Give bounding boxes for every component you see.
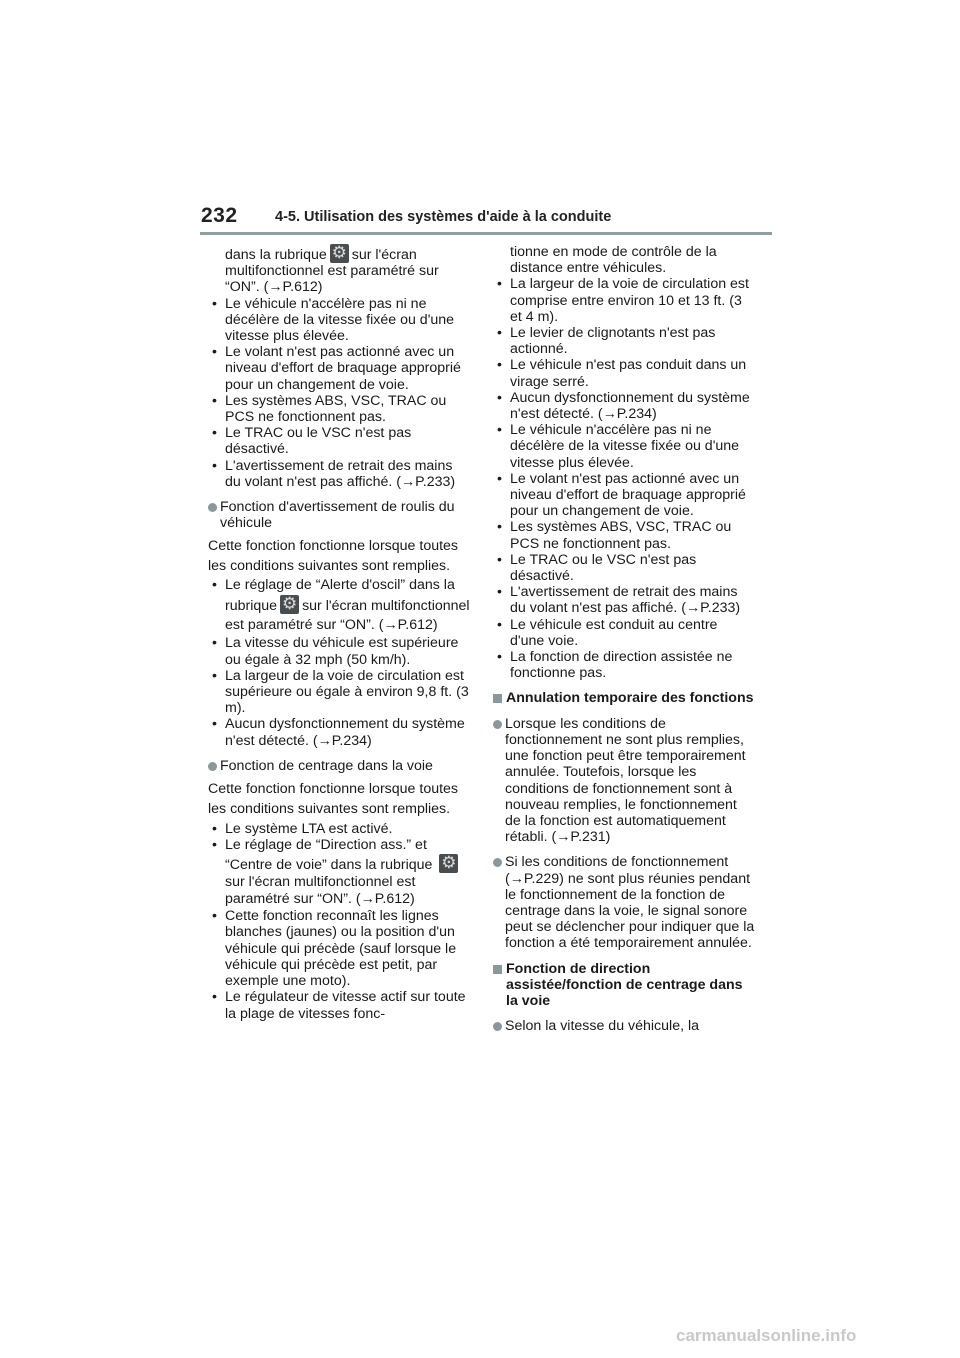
list-item: • Le levier de clignotants n'est pas actionné.: [493, 325, 755, 357]
list-item: • La fonction de direction assistée ne fonctionne pas.: [493, 649, 755, 681]
header-rule: [200, 232, 772, 235]
settings-gear-icon: [280, 595, 299, 614]
list-item: • La largeur de la voie de circulation est supérieure ou égale à environ 9,8 ft. (3 m).: [208, 668, 470, 717]
paragraph: Cette fonction fonctionne lorsque toutes les conditions suivantes sont remplies.: [208, 538, 459, 574]
list-item: • Aucun dysfonctionnement du système n'est détecté. (→P.234): [208, 716, 470, 748]
continued-text: dans la rubrique⚙ sur l'écran multifonctionnel est paramétré sur “ON”. (→P.612): [208, 244, 470, 296]
subheading-centrage: Fonction de centrage dans la voie: [208, 758, 470, 774]
list-item: • Aucun dysfonctionnement du système n'est détecté. (→P.234): [493, 390, 755, 422]
list-item: • Les systèmes ABS, VSC, TRAC ou PCS ne fonctionnent pas.: [208, 393, 470, 425]
note-item: Si les conditions de fonctionnement (→P.229) ne sont plus réunies pendant le fonctionnement de la fonction de centrage dans la voie, le signal sonore peut se déclencher pour indiquer que la fonction a été temporairement annulée.: [493, 854, 755, 951]
list-item: • Le TRAC ou le VSC n'est pas désactivé.: [493, 552, 755, 584]
list-item: • Le véhicule n'accélère pas ni ne décélère de la vitesse fixée ou d'une vitesse plus élevée.: [208, 296, 470, 345]
paragraph: Cette fonction fonctionne lorsque toutes les conditions suivantes sont remplies.: [208, 781, 459, 817]
list-item: • Le véhicule n'est pas conduit dans un virage serré.: [493, 357, 755, 389]
list-item: • La largeur de la voie de circulation est comprise entre environ 10 et 13 ft. (3 et 4 m).: [493, 276, 755, 325]
section-heading-annulation: Annulation temporaire des fonctions: [493, 690, 755, 706]
list-item: • Le véhicule n'accélère pas ni ne décélère de la vitesse fixée ou d'une vitesse plus élevée.: [493, 422, 755, 471]
list-item: • Le TRAC ou le VSC n'est pas désactivé.: [208, 425, 470, 457]
list-item: • Le réglage de “Alerte d'oscil” dans la rubrique⚙ sur l'écran multifonctionnel est paramétré sur “ON”. (→P.612): [208, 576, 470, 635]
right-column: [493, 244, 755, 1034]
list-item: • L'avertissement de retrait des mains du volant n'est pas affiché. (→P.233): [208, 458, 470, 490]
section-title: 4-5. Utilisation des systèmes d'aide à la conduite: [275, 209, 612, 225]
page-header: [0, 0, 960, 240]
section-heading-direction: Fonction de direction assistée/fonction de centrage dans la voie: [493, 961, 755, 1010]
note-item: Lorsque les conditions de fonctionnement ne sont plus remplies, une fonction peut être temporairement annulée. Toutefois, lorsque les conditions de fonctionnement sont à nouveau remplies, le fonctionnement de la fonction est automatiquement rétabli. (→P.231): [493, 716, 755, 846]
list-item: • Le volant n'est pas actionné avec un niveau d'effort de braquage approprié pour un changement de voie.: [493, 471, 755, 520]
subheading-roulis: Fonction d'avertissement de roulis du véhicule: [208, 499, 470, 531]
list-item: • Les systèmes ABS, VSC, TRAC ou PCS ne fonctionnent pas.: [493, 519, 755, 551]
note-item: Selon la vitesse du véhicule, la: [493, 1018, 755, 1034]
list-item: • La vitesse du véhicule est supérieure ou égale à 32 mph (50 km/h).: [208, 635, 470, 667]
continued-text: tionne en mode de contrôle de la distance entre véhicules.: [510, 244, 717, 277]
list-item: • Le volant n'est pas actionné avec un niveau d'effort de braquage approprié pour un changement de voie.: [208, 344, 470, 393]
settings-gear-icon: [439, 854, 458, 873]
settings-gear-icon: [330, 244, 349, 263]
watermark: carmanualsonline.info: [676, 1326, 857, 1345]
list-item: • Le régulateur de vitesse actif sur toute la plage de vitesses fonc-: [208, 989, 470, 1021]
left-column: [208, 244, 470, 1022]
list-item: • Le réglage de “Direction ass.” et “Centre de voie” dans la rubrique ⚙sur l'écran multifonctionnel est paramétré sur “ON”. (→P.612): [208, 837, 470, 908]
list-item: • Cette fonction reconnaît les lignes blanches (jaunes) ou la position d'un véhicule qui précède (sauf lorsque le véhicule qui précède est petit, par exemple une moto).: [208, 908, 470, 989]
list-item: • L'avertissement de retrait des mains du volant n'est pas affiché. (→P.233): [493, 584, 755, 616]
page-number: 232: [201, 204, 238, 227]
list-item: • Le système LTA est activé.: [208, 821, 470, 837]
list-item: • Le véhicule est conduit au centre d'une voie.: [493, 617, 755, 649]
